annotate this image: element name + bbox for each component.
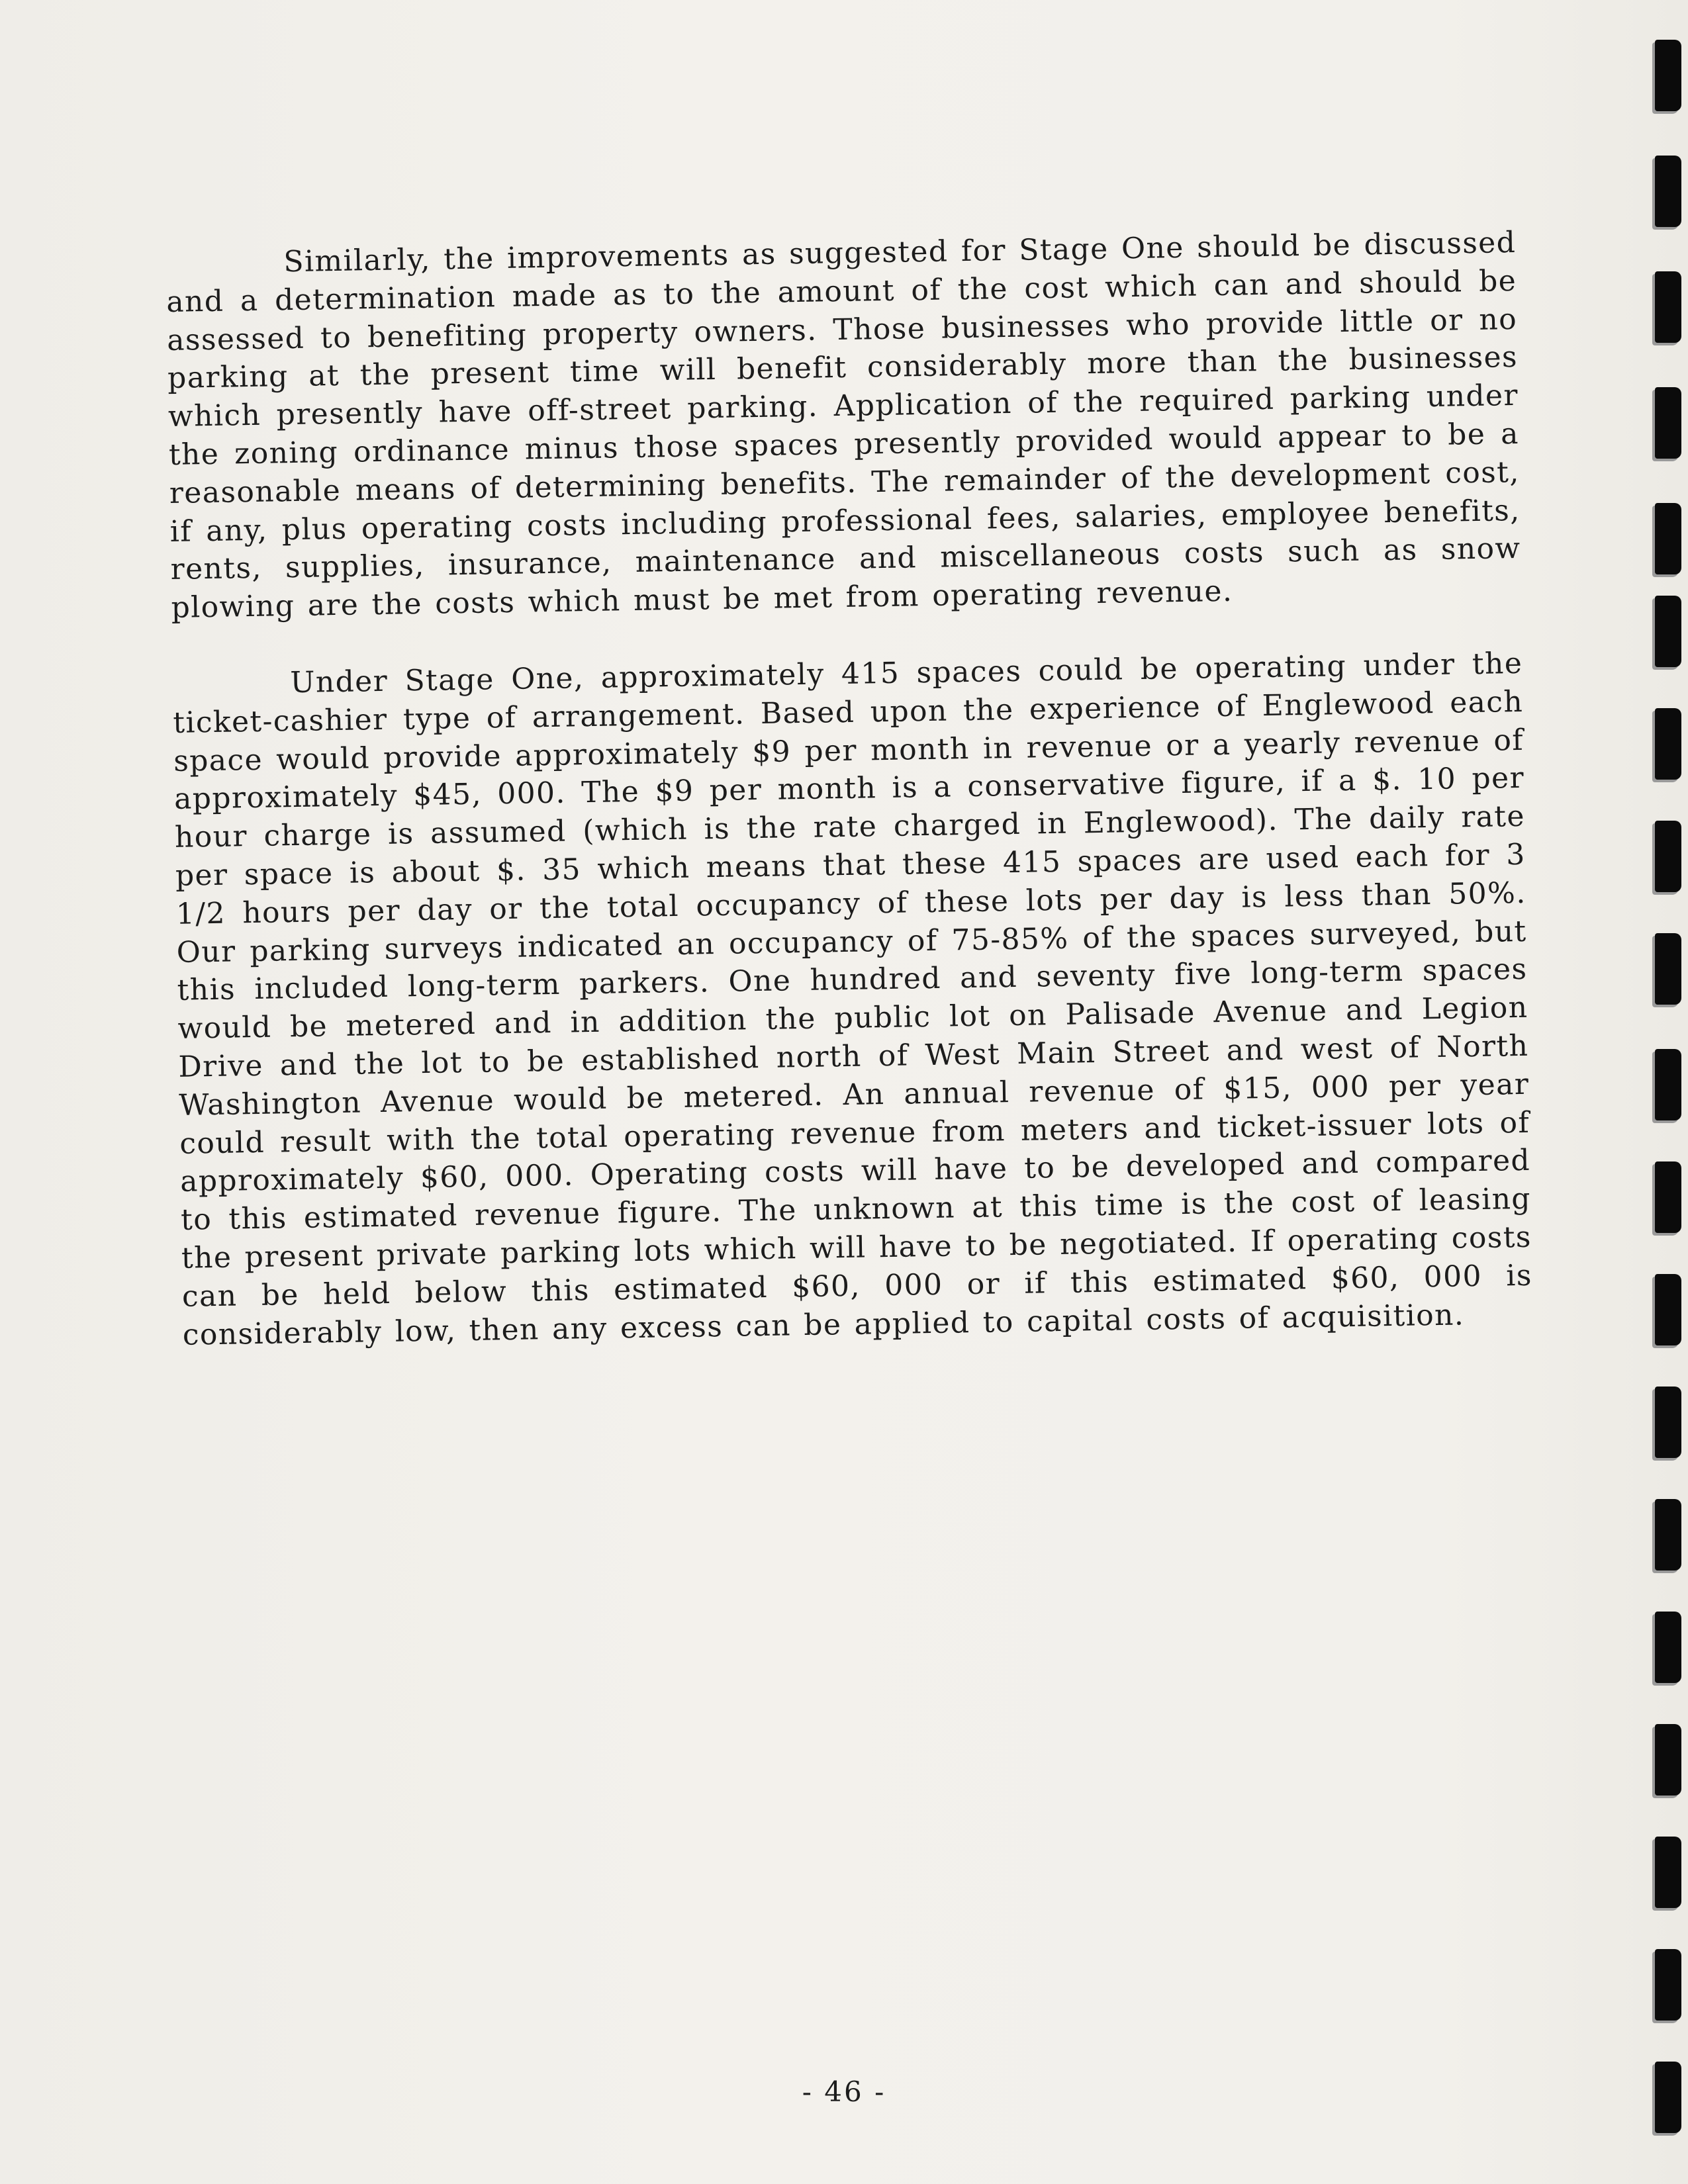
binding-hole [1655,821,1681,892]
binding-hole [1655,1949,1681,2021]
spiral-binding [1635,0,1688,2184]
binding-hole [1655,156,1681,227]
binding-hole [1655,1612,1681,1683]
binding-hole [1655,1837,1681,1908]
paragraph-stage-one-assessment: Similarly, the improvements as suggested for Stage One should be discussed and a determination made as to the amount of the cost which can and should be assessed to benefiting property owners. Those businesses who provide little or no parking at the present time will benefit considerably more than the businesses which presently have off-street parking. Application of the required parking under the zoning ordinance minus those spaces presently provided would appear to be a reasonable means of determining benefits. The remainder of the development cost, if any, plus operating costs including professional fees, salaries, employee benefits, rents, supplies, insurance, maintenance and miscellaneous costs such as snow plowing are the costs which must be met from operating revenue. [165,225,1521,625]
page-number: - 46 - [802,2075,886,2108]
binding-hole [1655,40,1681,111]
binding-hole [1655,1387,1681,1458]
binding-hole [1655,1274,1681,1345]
binding-hole [1655,1724,1681,1796]
body-text [165,224,1534,1392]
binding-hole [1655,271,1681,343]
paragraph-stage-one-revenue: Under Stage One, approximately 415 spaces could be operating under the ticket-cashier type of arrangement. Based upon the experience of Englewood each space would provide approximately $9 per month in revenue or a yearly revenue of approximately $45, 000. The $9 per month is a conservative figure, if a $. 10 per hour charge is assumed (which is the rate charged in Englewood). The daily rate per space is about $. 35 which means that these 415 spaces are used each for 3 1/2 hours per day or the total occupancy of these lots per day is less than 50%. Our parking surveys indicated an occupancy of 75-85% of the spaces surveyed, but this included long-term parkers. One hundred and seventy five long-term spaces would be metered and in addition the public lot on Palisade Avenue and Legion Drive and the lot to be established north of West Main Street and west of North Washington Avenue would be metered. An annual revenue of $15, 000 per year could result with the total operating revenue from meters and ticket-issuer lots of approximately $60, 000. Operating costs will have to be developed and compared to this estimated revenue figure. The unknown at this time is the cost of leasing the present private parking lots which will have to be negotiated. If operating costs can be held below this estimated $60, 000 or if this estimated $60, 000 is considerably low, then any excess can be applied to capital costs of acquisition. [172,646,1533,1352]
binding-hole [1655,596,1681,667]
binding-hole [1655,1161,1681,1233]
binding-hole [1655,1049,1681,1120]
binding-hole [1655,503,1681,574]
binding-hole [1655,933,1681,1005]
binding-hole [1655,387,1681,459]
binding-hole [1655,1499,1681,1570]
binding-hole [1655,708,1681,780]
binding-hole [1655,2062,1681,2133]
